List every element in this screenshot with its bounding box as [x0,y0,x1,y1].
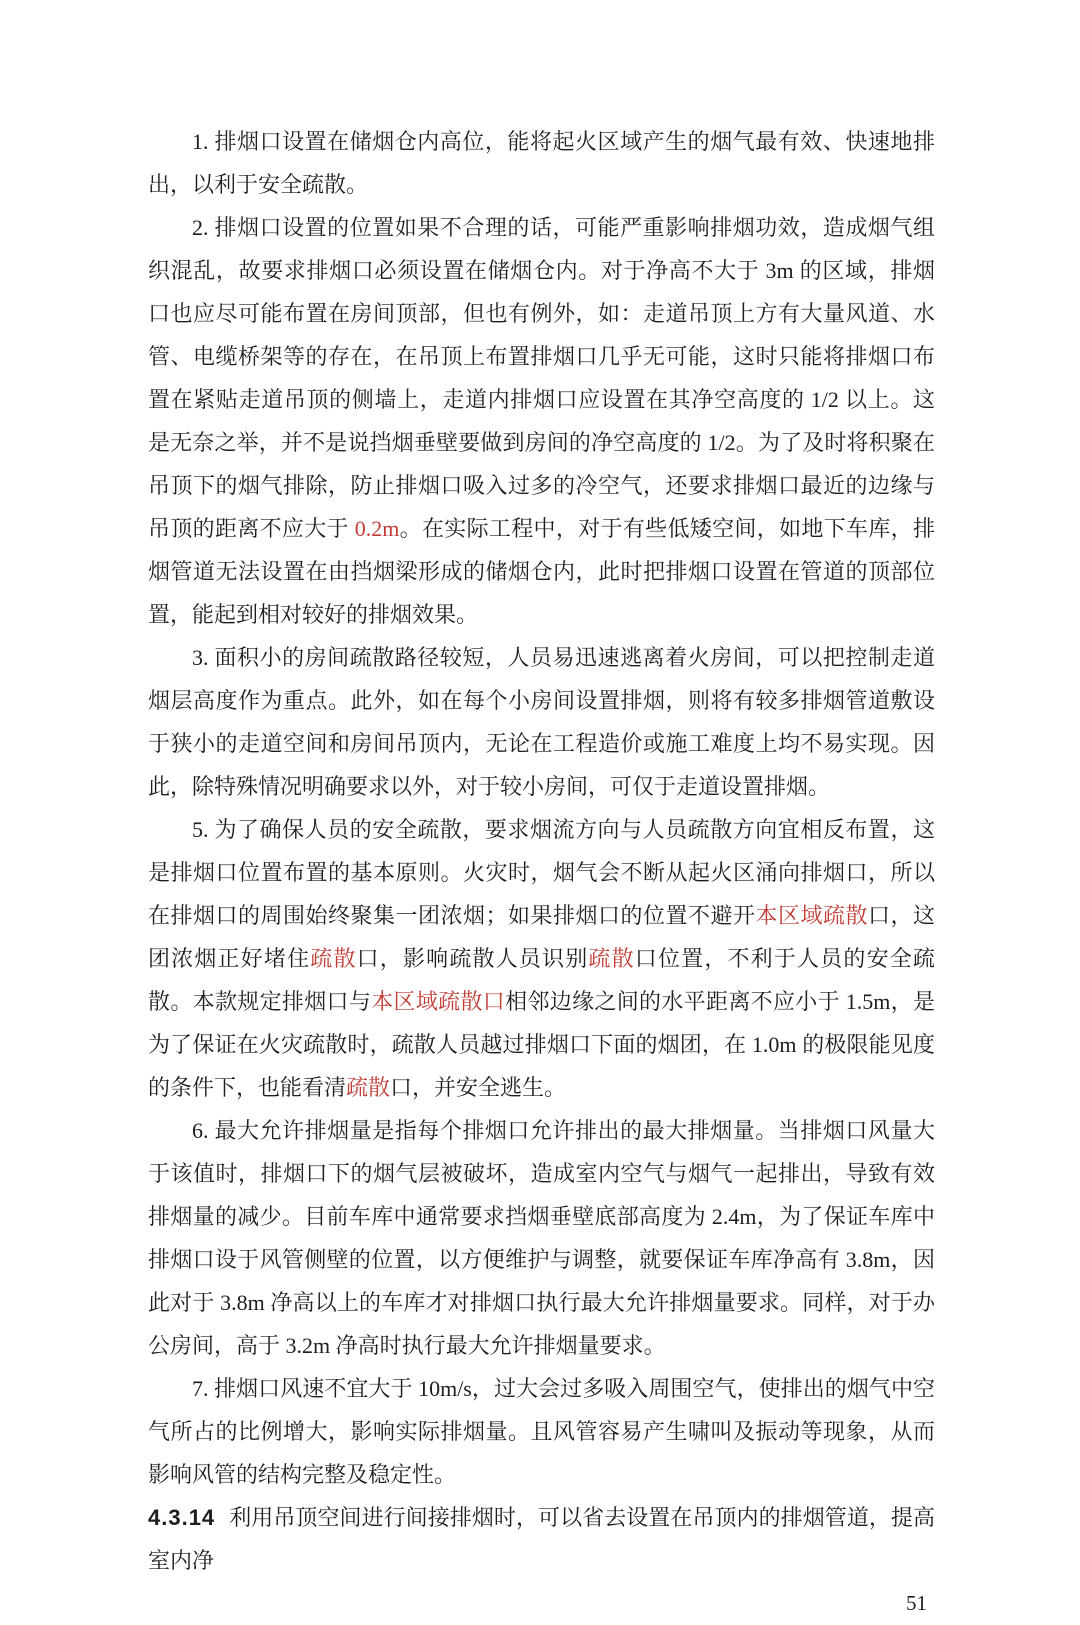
body-text: 1. 排烟口设置在储烟仓内高位，能将起火区域产生的烟气最有效、快速地排出，以利于安全疏散。 [148,129,935,197]
body-text: 口，并安全逃生。 [390,1075,567,1100]
highlighted-text: 疏散 [588,946,635,971]
body-text: 相邻边缘之间的水平距离不应小于 1.5m，是为了保证在火灾疏散时，疏散人员越过排烟口下面的烟团，在 1.0m 的极限能见度的条件下，也能看清 [148,989,935,1100]
body-text: 5. 为了确保人员的安全疏散，要求烟流方向与人员疏散方向宜相反布置，这是排烟口位置布置的基本原则。火灾时，烟气会不断从起火区涌向排烟口，所以在排烟口的周围始终聚集一团浓烟；如果排烟口的位置不避开 [148,817,935,928]
body-text: 6. 最大允许排烟量是指每个排烟口允许排出的最大排烟量。当排烟口风量大于该值时，排烟口下的烟气层被破坏，造成室内空气与烟气一起排出，导致有效排烟量的减少。目前车库中通常要求挡烟垂壁底部高度为 2.4m，为了保证车库中排烟口设于风管侧壁的位置，以方便维护与调整，就要保证车库净高有 3.8m，因此对于 3.8m 净高以上的车库才对排烟口执行最大允许排烟量要求。同样，对于办公房间，高于 3.2m 净高时执行最大允许排烟量要求。 [148,1118,935,1358]
clause-4-3-14 [148,1496,935,1582]
commentary-text [148,120,935,1582]
highlighted-text: 疏散 [310,946,357,971]
body-text: 利用吊顶空间进行间接排烟时，可以省去设置在吊顶内的排烟管道，提高室内净 [148,1505,935,1573]
body-text: 7. 排烟口风速不宜大于 10m/s，过大会过多吸入周围空气，使排出的烟气中空气所占的比例增大，影响实际排烟量。且风管容易产生啸叫及振动等现象，从而影响风管的结构完整及稳定性。 [148,1376,935,1487]
commentary-item-2 [148,206,935,636]
clause-number: 4.3.14 [148,1505,216,1530]
body-text: 口位置，不利于人员的安全疏散。本款规定排烟口与 [148,946,935,1014]
body-text: 2. 排烟口设置的位置如果不合理的话，可能严重影响排烟功效，造成烟气组织混乱，故要求排烟口必须设置在储烟仓内。对于净高不大于 3m 的区域，排烟口也应尽可能布置在房间顶部，但也有例外，如：走道吊顶上方有大量风道、水管、电缆桥架等的存在，在吊顶上布置排烟口几乎无可能，这时只能将排烟口布置在紧贴走道吊顶的侧墙上，走道内排烟口应设置在其净空高度的 1/2 以上。这是无奈之举，并不是说挡烟垂壁要做到房间的净空高度的 1/2。为了及时将积聚在吊顶下的烟气排除，防止排烟口吸入过多的冷空气，还要求排烟口最近的边缘与吊顶的距离不应大于 [148,215,935,541]
commentary-item-6 [148,1109,935,1367]
body-text: 。在实际工程中，对于有些低矮空间，如地下车库，排烟管道无法设置在由挡烟梁形成的储烟仓内，此时把排烟口设置在管道的顶部位置，能起到相对较好的排烟效果。 [148,516,935,627]
highlighted-text: 疏散 [346,1075,391,1100]
page-number: 51 [906,1591,927,1615]
highlighted-text: 本区域疏散口 [371,989,506,1014]
body-text: 3. 面积小的房间疏散路径较短，人员易迅速逃离着火房间，可以把控制走道烟层高度作为重点。此外，如在每个小房间设置排烟，则将有较多排烟管道敷设于狭小的走道空间和房间吊顶内，无论在工程造价或施工难度上均不易实现。因此，除特殊情况明确要求以外，对于较小房间，可仅于走道设置排烟。 [148,645,935,799]
commentary-item-5 [148,808,935,1109]
body-text: 口，影响疏散人员识别 [356,946,589,971]
body-text: 口，这团浓烟正好堵住 [148,903,935,971]
highlighted-text: 本区域疏散 [755,903,868,928]
commentary-item-3 [148,636,935,808]
highlighted-text: 0.2m [354,516,400,541]
commentary-item-7 [148,1367,935,1496]
commentary-item-1 [148,120,935,206]
